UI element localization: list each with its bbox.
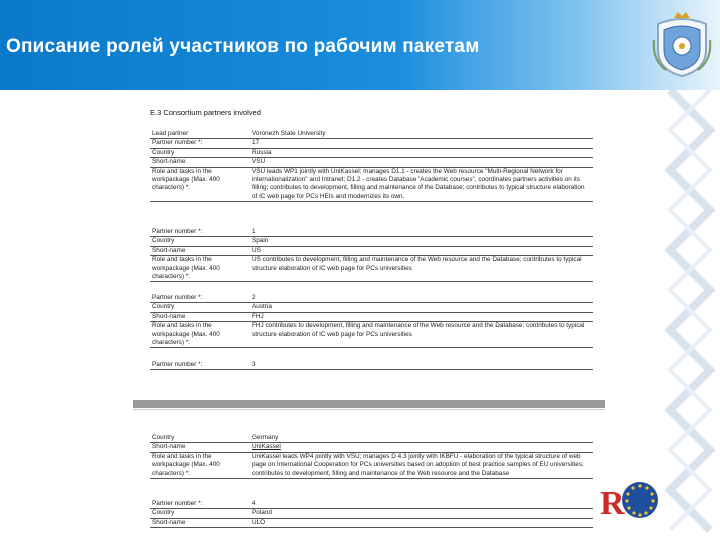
- table-row: Role and tasks in the workpackage (Max. 400 characters) *: VSU leads WP1 jointly with UniKassel; manages D1.1 - creates the Web resource "Multi-Regional Network for internationalization" and Intranet; D1.2 - creates Database "Academic courses", coordinates partners activities on its filling; contributes to development, filling and maintenance of the Database; contributes to typical structure elaboration of IC web page for PCs HEIs and modernizes its own.: [150, 167, 593, 202]
- table-row: Country Austria: [150, 303, 593, 312]
- svg-text:R: R: [600, 485, 625, 522]
- slide-title: Описание ролей участников по рабочим пакетам: [6, 36, 480, 57]
- table-row: Short-name UniKassel: [150, 443, 593, 452]
- table-row: Lead partner Voronezh State University: [150, 130, 593, 139]
- table-row: Short-name US: [150, 246, 593, 255]
- table-row: Short-name ULO: [150, 518, 593, 527]
- table-row: Country Germany: [150, 434, 593, 443]
- table-row: Country Spain: [150, 237, 593, 246]
- coat-of-arms-icon: [652, 10, 712, 80]
- table-row: Short-name VSU: [150, 158, 593, 167]
- partner-table: [150, 294, 593, 348]
- table-row: Partner number *: 2: [150, 294, 593, 303]
- partner-table: [150, 500, 593, 528]
- tempus-logo-icon: [596, 470, 660, 530]
- page-separator: [133, 400, 605, 408]
- partner-table: [150, 361, 593, 370]
- table-row: Role and tasks in the workpackage (Max. 400 characters) *: UniKassel leads WP4 jointly with VSU; manages D 4.3 jointly with IKBFU - elaboration of the typical structure of web page on International Cooperation for PCs universities based on adoption of best practice samples of EU universities; contributes to development, filling and maintenance of the Web resource and the Database: [150, 452, 593, 478]
- table-row: Partner number *: 17: [150, 139, 593, 148]
- table-row: Partner number *: 1: [150, 228, 593, 237]
- table-row: Short-name FHJ: [150, 312, 593, 321]
- decorative-pattern: [660, 90, 720, 540]
- table-row: Country Russia: [150, 148, 593, 157]
- table-row: Country Poland: [150, 509, 593, 518]
- table-row: Partner number *: 3: [150, 361, 593, 370]
- partner-table: [150, 434, 593, 479]
- partner-table: [150, 130, 593, 202]
- table-row: Role and tasks in the workpackage (Max. 400 characters) *: FHJ contributes to development, filling and maintenance of the Web resource and the Database; contributes to typical structure elaboration of IC web page for PCs universities: [150, 322, 593, 348]
- table-row: Role and tasks in the workpackage (Max. 400 characters) *: US contributes to development, filling and maintenance of the Web resource and the Database; contributes to typical structure elaboration of IC web page for PCs universities: [150, 256, 593, 282]
- page-separator-line: [133, 409, 605, 410]
- table-row: Partner number *: 4: [150, 500, 593, 509]
- section-title: E.3 Consortium partners involved: [150, 108, 261, 117]
- partner-table: [150, 228, 593, 282]
- slide-header: [0, 0, 720, 90]
